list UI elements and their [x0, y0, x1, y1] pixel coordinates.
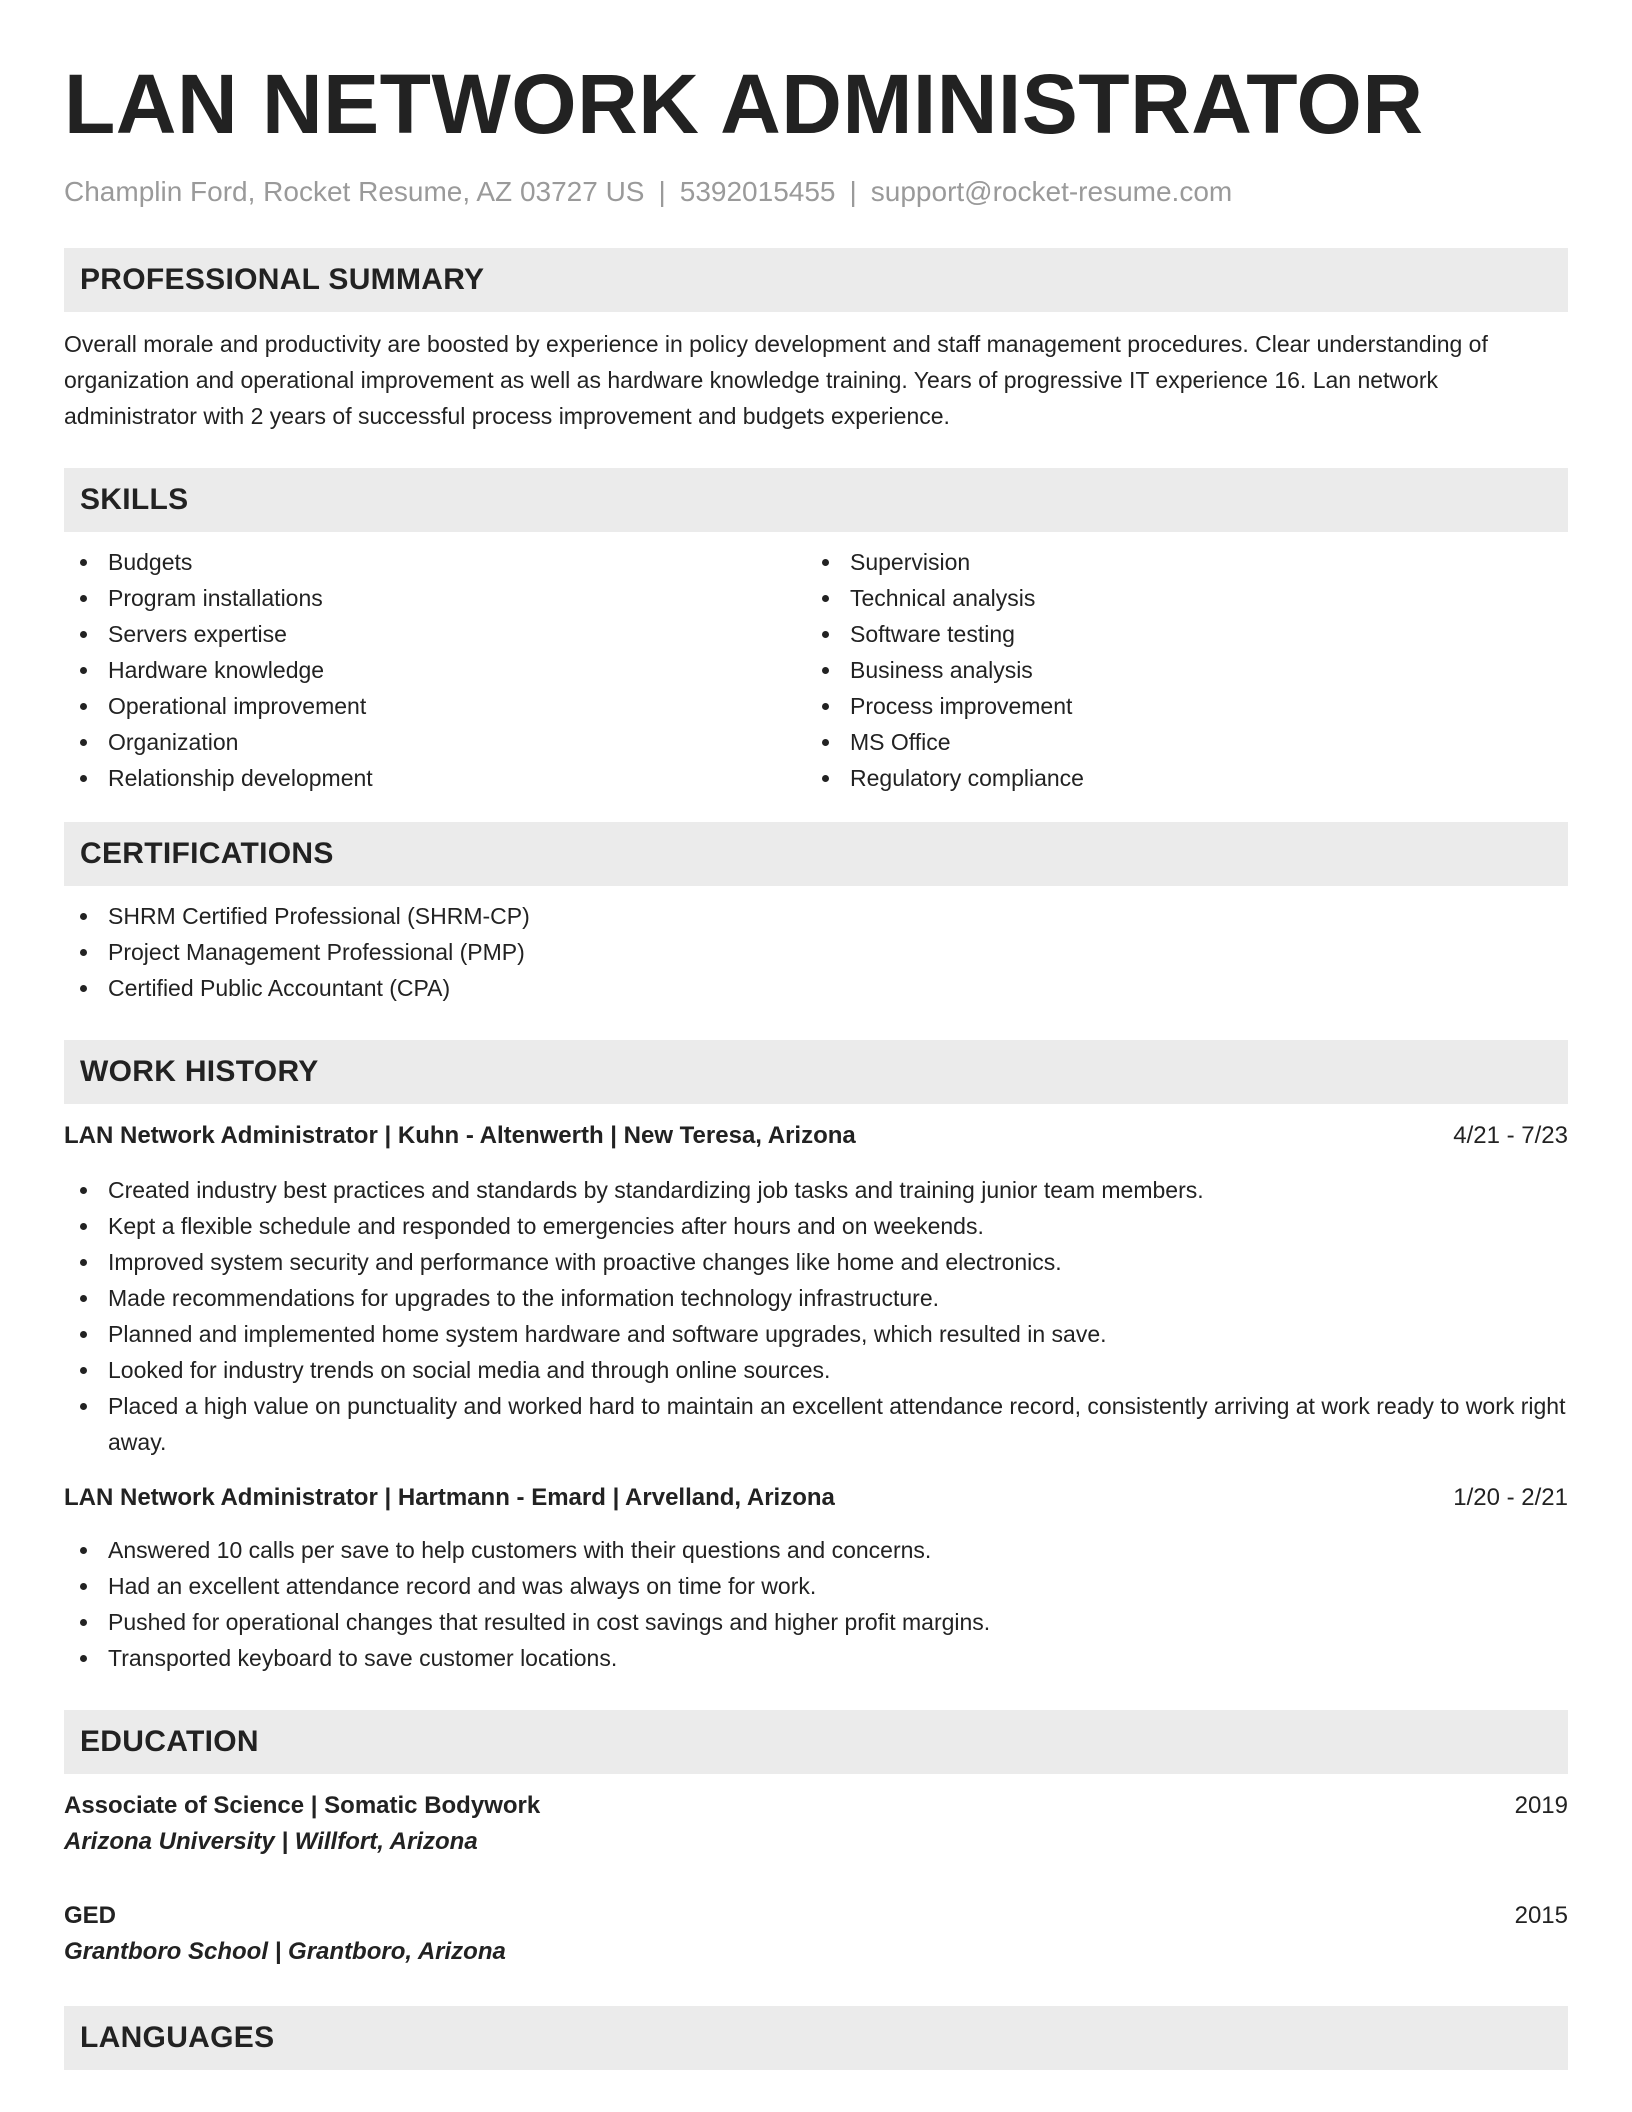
skill-item: Hardware knowledge	[64, 652, 806, 688]
certification-item: Certified Public Accountant (CPA)	[64, 970, 1568, 1006]
candidate-name: LAN NETWORK ADMINISTRATOR	[64, 57, 1424, 151]
job-dates: 1/20 - 2/21	[1453, 1484, 1568, 1511]
job-header	[64, 1118, 1568, 1154]
skill-item: Relationship development	[64, 760, 806, 796]
contact-line	[64, 174, 1568, 210]
job-entry	[64, 1480, 1568, 1676]
job-bullet: Had an excellent attendance record and was always on time for work.	[64, 1568, 1568, 1604]
skills-list-left	[64, 544, 806, 796]
contact-email[interactable]: support@rocket-resume.com	[870, 176, 1233, 207]
skill-item: Program installations	[64, 580, 806, 616]
skill-item: Business analysis	[806, 652, 1548, 688]
skill-item: Budgets	[64, 544, 806, 580]
skill-item: Operational improvement	[64, 688, 806, 724]
job-entry	[64, 1118, 1568, 1460]
skill-item: Process improvement	[806, 688, 1548, 724]
contact-address: Champlin Ford, Rocket Resume, AZ 03727 US	[64, 176, 645, 207]
certification-item: Project Management Professional (PMP)	[64, 934, 1568, 970]
skills-columns	[64, 544, 1568, 796]
job-bullet: Transported keyboard to save customer locations.	[64, 1640, 1568, 1676]
job-bullet: Improved system security and performance with proactive changes like home and electronics.	[64, 1244, 1568, 1280]
skill-item: Supervision	[806, 544, 1548, 580]
section-header-education: EDUCATION	[64, 1710, 1568, 1774]
job-title: LAN Network Administrator | Hartmann - Emard | Arvelland, Arizona	[64, 1484, 835, 1511]
job-title: LAN Network Administrator | Kuhn - Altenwerth | New Teresa, Arizona	[64, 1122, 856, 1149]
section-header-certifications: CERTIFICATIONS	[64, 822, 1568, 886]
job-bullet: Created industry best practices and standards by standardizing job tasks and training junior team members.	[64, 1172, 1568, 1208]
contact-phone: 5392015455	[679, 176, 836, 207]
contact-separator: |	[658, 176, 666, 207]
job-dates: 4/21 - 7/23	[1453, 1122, 1568, 1149]
section-header-skills: SKILLS	[64, 468, 1568, 532]
job-bullet: Kept a flexible schedule and responded to emergencies after hours and on weekends.	[64, 1208, 1568, 1244]
skill-item: Servers expertise	[64, 616, 806, 652]
skill-item: Technical analysis	[806, 580, 1548, 616]
education-degree: GED	[64, 1902, 117, 1929]
job-bullets	[64, 1532, 1568, 1676]
contact-separator: |	[849, 176, 857, 207]
job-bullet: Made recommendations for upgrades to the information technology infrastructure.	[64, 1280, 1568, 1316]
section-header-languages: LANGUAGES	[64, 2006, 1568, 2070]
skills-list-right	[806, 544, 1548, 796]
education-degree: Associate of Science | Somatic Bodywork	[64, 1792, 541, 1819]
skill-item: Organization	[64, 724, 806, 760]
education-entry	[64, 1788, 1568, 1860]
section-header-work-history: WORK HISTORY	[64, 1040, 1568, 1104]
education-year: 2015	[1514, 1902, 1568, 1929]
skill-item: Software testing	[806, 616, 1548, 652]
job-bullet: Answered 10 calls per save to help customers with their questions and concerns.	[64, 1532, 1568, 1568]
education-school: Arizona University | Willfort, Arizona	[64, 1828, 478, 1855]
skill-item: Regulatory compliance	[806, 760, 1548, 796]
skill-item: MS Office	[806, 724, 1548, 760]
education-header	[64, 1898, 1568, 1934]
section-header-summary: PROFESSIONAL SUMMARY	[64, 248, 1568, 312]
job-bullet: Looked for industry trends on social media and through online sources.	[64, 1352, 1568, 1388]
job-bullet: Planned and implemented home system hardware and software upgrades, which resulted in save.	[64, 1316, 1568, 1352]
education-header	[64, 1788, 1568, 1824]
education-year: 2019	[1514, 1792, 1568, 1819]
job-bullet: Pushed for operational changes that resulted in cost savings and higher profit margins.	[64, 1604, 1568, 1640]
certification-item: SHRM Certified Professional (SHRM-CP)	[64, 898, 1568, 934]
job-bullets	[64, 1172, 1568, 1460]
job-header	[64, 1480, 1568, 1516]
job-bullet: Placed a high value on punctuality and worked hard to maintain an excellent attendance record, consistently arriving at work ready to work right away.	[64, 1388, 1568, 1460]
education-school: Grantboro School | Grantboro, Arizona	[64, 1938, 506, 1965]
summary-text: Overall morale and productivity are boosted by experience in policy development and staff management procedures. Clear understanding of organization and operational improvement as well as hardware knowledge training. Years of progressive IT experience 16. Lan network administrator with 2 years of successful process improvement and budgets experience.	[64, 331, 1488, 429]
certifications-list	[64, 898, 1568, 1006]
education-entry	[64, 1898, 1568, 1970]
